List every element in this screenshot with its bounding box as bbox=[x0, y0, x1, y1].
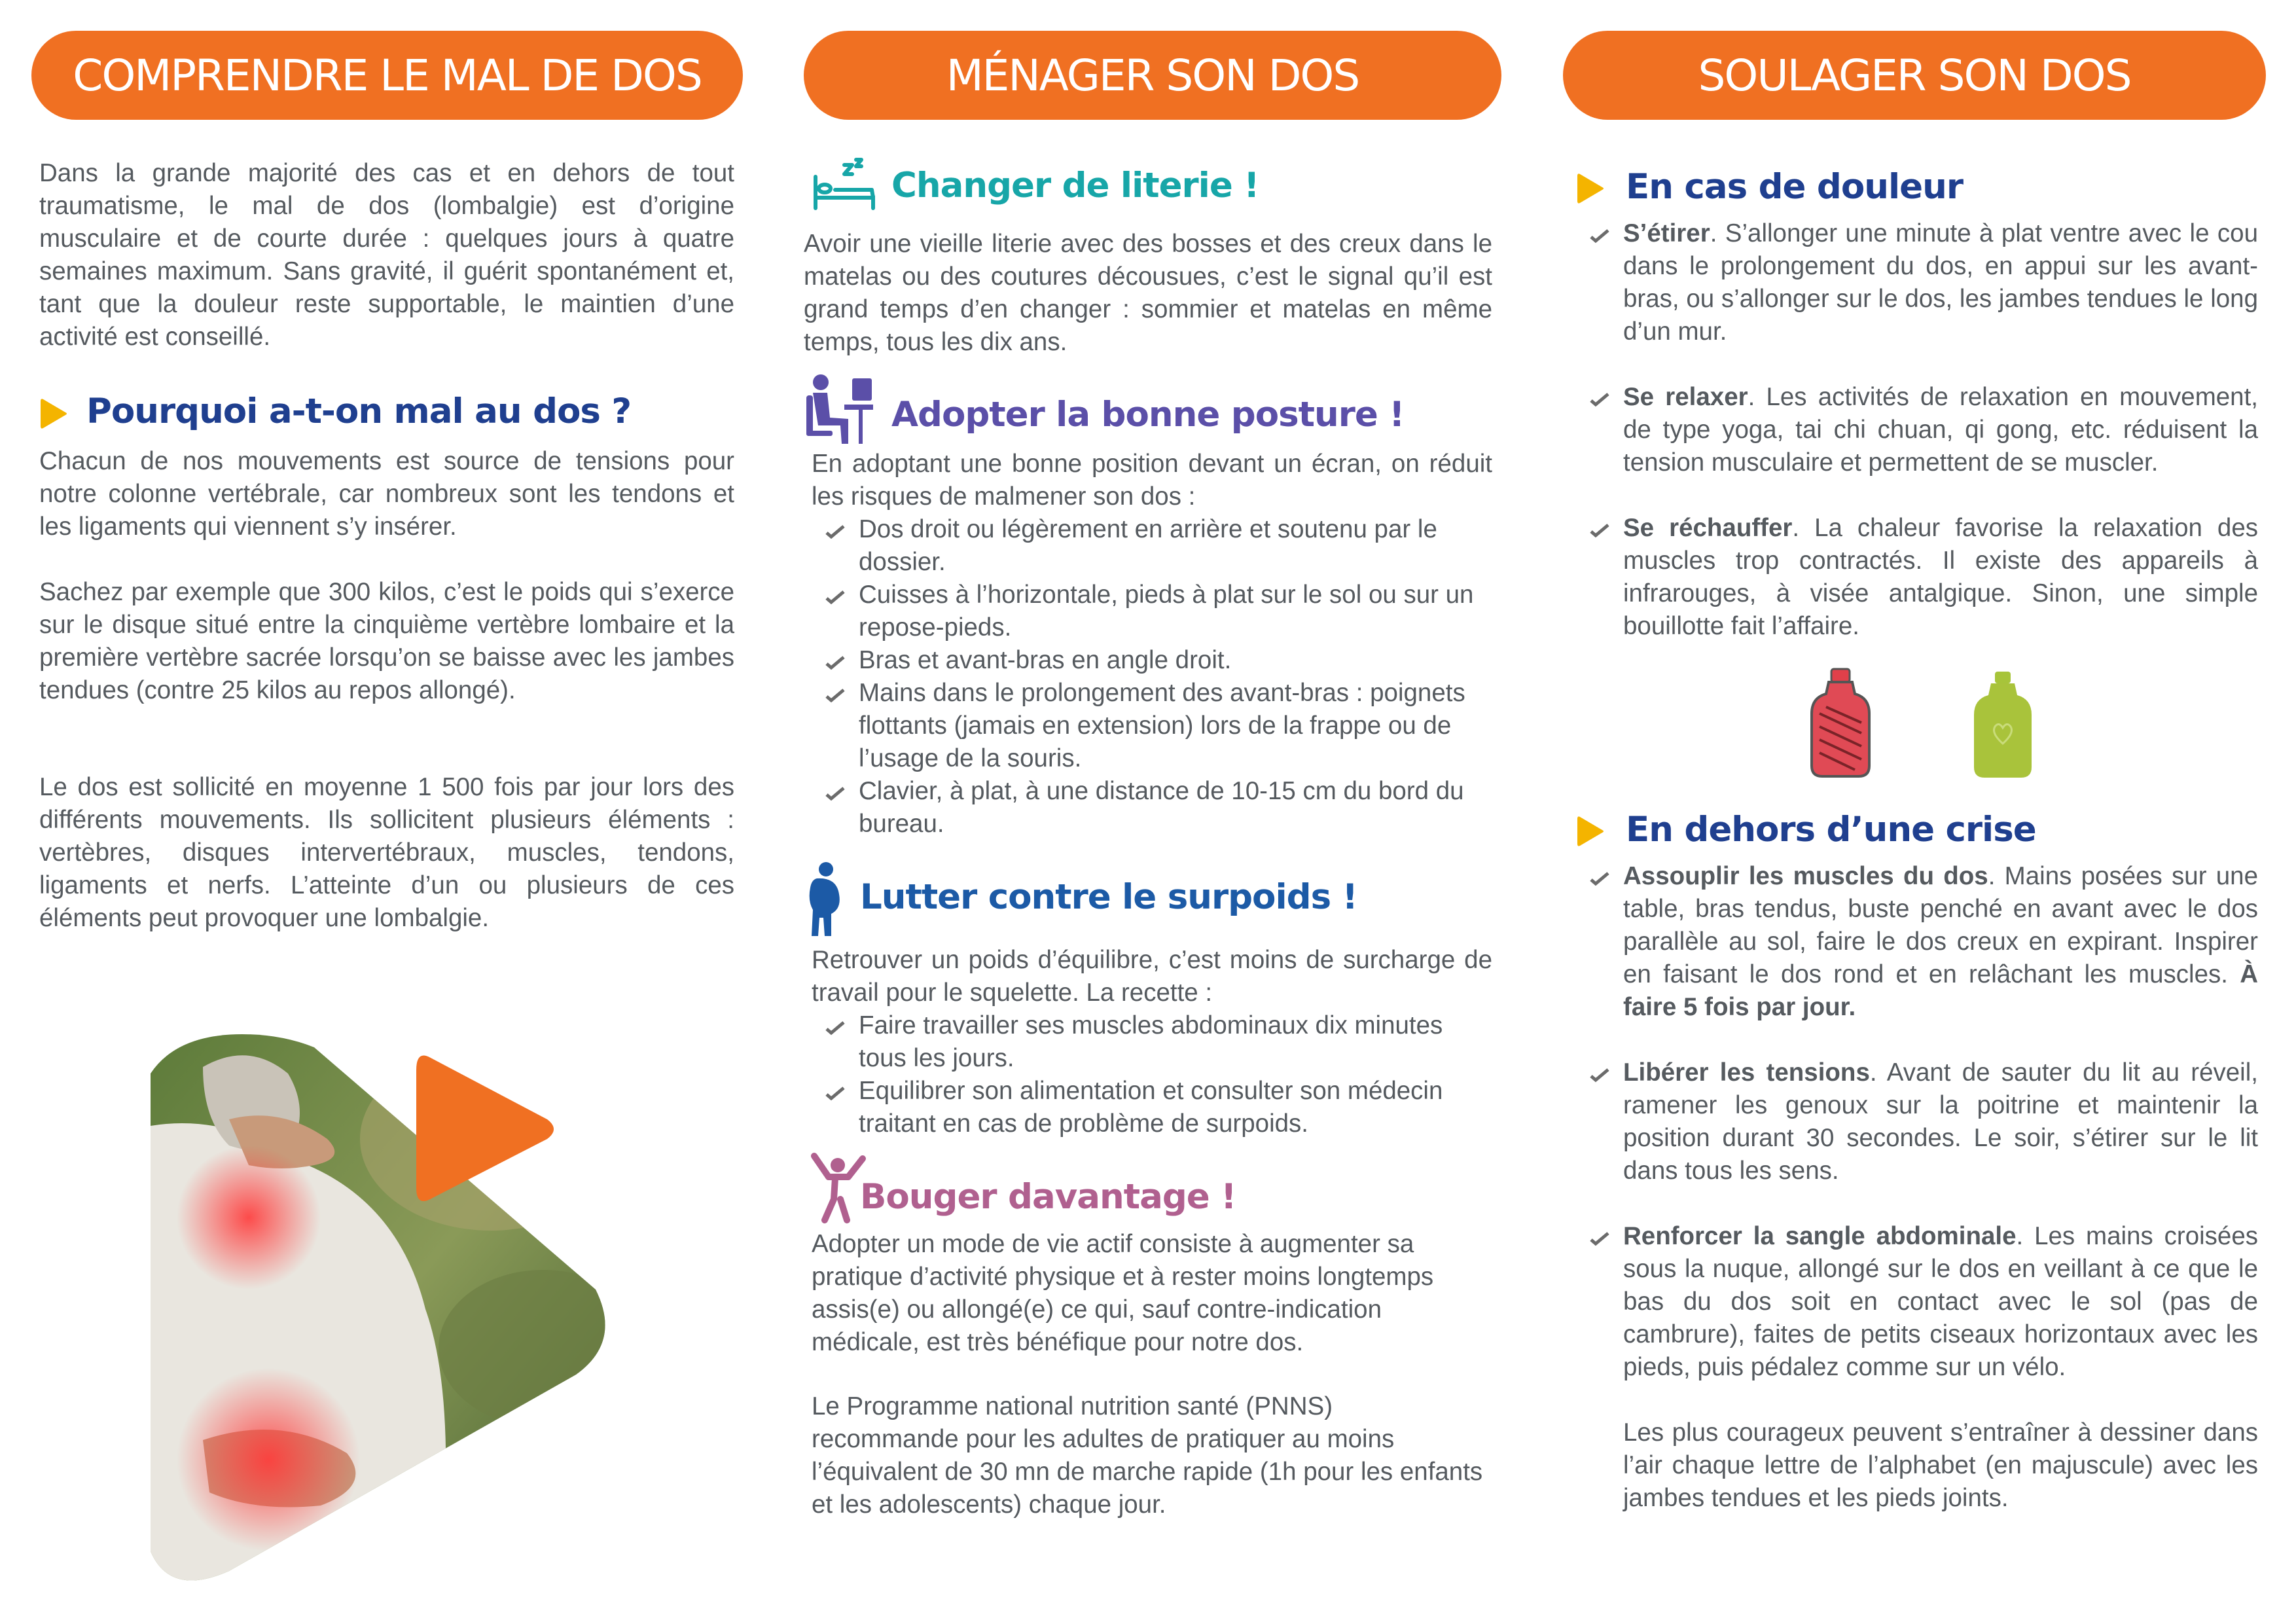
list-item: Dos droit ou légèrement en arrière et soutenu par le dossier. bbox=[812, 513, 1492, 579]
hot-water-bottle-green-icon bbox=[1971, 670, 2034, 779]
heading-pourquoi: Pourquoi a-t-on mal au dos ? bbox=[86, 391, 632, 431]
section-title-soulager bbox=[1563, 31, 2266, 120]
jumping-person-icon bbox=[809, 1152, 868, 1224]
list-item: Equilibrer son alimentation et consulter son médecin traitant en cas de problème de surpoids. bbox=[812, 1075, 1492, 1140]
paragraph-surpoids: Retrouver un poids d’équilibre, c’est moins de surcharge de travail pour le squelette. La recette : bbox=[812, 946, 1492, 1007]
heading-crise: En dehors d’une crise bbox=[1626, 810, 2036, 850]
checkmark-icon bbox=[825, 1009, 846, 1042]
yellow-play-icon bbox=[1576, 171, 1606, 206]
list-item: Se relaxer. Les activités de relaxation en mouvement, de type yoga, tai chi chuan, qi gong, etc. réduisent la tension musculaire et permettent de se muscler. bbox=[1576, 381, 2258, 479]
paragraph-bouger: Adopter un mode de vie actif consiste à augmenter sa pratique d’activité physique et à rester moins longtemps assis(e) ou allongé(e) ce qui, sauf contre-indication médicale, est très bénéfique pour notre dos. bbox=[812, 1230, 1434, 1356]
paragraph-posture: En adoptant une bonne position devant un écran, on réduit les risques de malmener son dos : bbox=[812, 450, 1492, 511]
list-item: Clavier, à plat, à une distance de 10-15 cm du bord du bureau. bbox=[812, 775, 1492, 840]
checkmark-icon bbox=[1589, 1056, 1610, 1089]
heading-literie: Changer de literie ! bbox=[891, 166, 1259, 206]
section-title-label: COMPRENDRE LE MAL DE DOS bbox=[73, 50, 702, 101]
paragraph-pnns: Le Programme national nutrition santé (PNNS) recommande pour les adultes de pratiquer au moins l’équivalent de 30 mn de marche rapide (1h pour les enfants et les adolescents) chaque jour. bbox=[812, 1392, 1483, 1519]
list-item: Libérer les tensions. Avant de sauter du lit au réveil, ramener les genoux sur la poitrine et maintenir la position durant 30 secondes. Le soir, s’étirer sur le lit dans tous les sens. bbox=[1576, 1056, 2258, 1187]
checkmark-icon bbox=[1589, 1220, 1610, 1253]
list-item: Mains dans le prolongement des avant-bras : poignets flottants (jamais en extension) lors de la frappe ou de l’usage de la souris. bbox=[812, 677, 1492, 775]
checkmark-icon bbox=[1589, 512, 1610, 545]
paragraph-300-kilos: Sachez par exemple que 300 kilos, c’est le poids qui s’exerce sur le disque situé entre la cinquième vertèbre lombaire et la première vertèbre sacrée lorsqu’on se baisse avec les jambes tendues (contre 25 kilos au repos allongé). bbox=[39, 578, 734, 704]
crisis-prevention-list bbox=[1576, 860, 2258, 1515]
heading-surpoids: Lutter contre le surpoids ! bbox=[860, 877, 1357, 917]
list-item: Assouplir les muscles du dos. Mains posées sur une table, bras tendus, buste penché en avant avec le dos parallèle au sol, faire le dos creux en expirant. Inspirer en faisant le dos rond et en relâchant les muscles. À faire 5 fois par jour. bbox=[1576, 860, 2258, 1024]
heading-posture: Adopter la bonne posture ! bbox=[891, 395, 1405, 435]
yellow-play-icon bbox=[1576, 814, 1606, 848]
list-item: Cuisses à l’horizontale, pieds à plat sur le sol ou sur un repose-pieds. bbox=[812, 579, 1492, 644]
section-title-label: MÉNAGER SON DOS bbox=[946, 50, 1359, 101]
checkmark-icon bbox=[825, 677, 846, 710]
orange-play-icon bbox=[416, 1051, 560, 1208]
section-title-label: SOULAGER SON DOS bbox=[1698, 50, 2131, 101]
list-item: Bras et avant-bras en angle droit. bbox=[812, 644, 1492, 677]
checkmark-icon bbox=[1589, 217, 1610, 250]
heading-douleur: En cas de douleur bbox=[1626, 167, 1963, 207]
hot-water-bottle-red-icon bbox=[1809, 668, 1872, 779]
heading-bouger: Bouger davantage ! bbox=[860, 1177, 1236, 1217]
bed-icon bbox=[812, 157, 877, 212]
list-item: S’étirer. S’allonger une minute à plat ventre avec le cou dans le prolongement du dos, en appui sur les avant-bras, ou s’allonger sur le dos, les jambes tendues le long d’un mur. bbox=[1576, 217, 2258, 348]
section-title-menager bbox=[804, 31, 1501, 120]
intro-paragraph: Dans la grande majorité des cas et en dehors de tout traumatisme, le mal de dos (lombalgie) est d’origine musculaire et de courte durée : quelques jours à quatre semaines maximum. Sans gravité, il guérit spontanément et, tant que la douleur reste supportable, le maintien d’une activité est conseillé. bbox=[39, 159, 734, 351]
surpoids-list bbox=[812, 1009, 1492, 1140]
list-item: Faire travailler ses muscles abdominaux dix minutes tous les jours. bbox=[812, 1009, 1492, 1075]
paragraph-literie: Avoir une vieille literie avec des bosses et des creux dans le matelas ou des coutures décousues, c’est le signal qu’il est grand temps d’en changer : sommier et matelas en même temps, tous les dix ans. bbox=[804, 230, 1492, 356]
checkmark-icon bbox=[825, 513, 846, 546]
paragraph-tensions: Chacun de nos mouvements est source de tensions pour notre colonne vertébrale, car nombreux sont les tendons et les ligaments qui viennent s’y insérer. bbox=[39, 447, 734, 541]
yellow-play-icon bbox=[39, 397, 69, 431]
section-title-comprendre bbox=[31, 31, 743, 120]
pain-relief-list bbox=[1576, 217, 2258, 643]
checkmark-icon bbox=[825, 1075, 846, 1108]
posture-list bbox=[812, 513, 1492, 840]
checkmark-icon bbox=[825, 775, 846, 808]
checkmark-icon bbox=[825, 579, 846, 611]
checkmark-icon bbox=[1589, 860, 1610, 893]
checkmark-icon bbox=[1589, 381, 1610, 414]
paragraph-1500-fois: Le dos est sollicité en moyenne 1 500 fois par jour lors des différents mouvements. Ils sollicitent plusieurs éléments : vertèbres, disques intervertébraux, muscles, tendons, ligaments et nerfs. L’atteinte d’un ou plusieurs de ces éléments peut provoquer une lombalgie. bbox=[39, 773, 734, 932]
checkmark-icon bbox=[825, 644, 846, 677]
list-item: Se réchauffer. La chaleur favorise la relaxation des muscles trop contractés. Il existe des appareils à infrarouges, à visée antalgique. Sinon, une simple bouillotte fait l’affaire. bbox=[1576, 512, 2258, 643]
desk-posture-icon bbox=[804, 372, 874, 445]
overweight-person-icon bbox=[804, 861, 843, 939]
list-item-closing: Les plus courageux peuvent s’entraîner à dessiner dans l’air chaque lettre de l’alphabet (en majuscule) avec les jambes tendues et les pieds joints. bbox=[1623, 1418, 2258, 1512]
list-item: Renforcer la sangle abdominale. Les mains croisées sous la nuque, allongé sur le dos en veillant à ce que le bas du dos soit en contact avec le sol (pas de cambrure), faites de petits ciseaux horizontaux avec les pieds, puis pédalez comme sur un vélo. bbox=[1576, 1220, 2258, 1384]
